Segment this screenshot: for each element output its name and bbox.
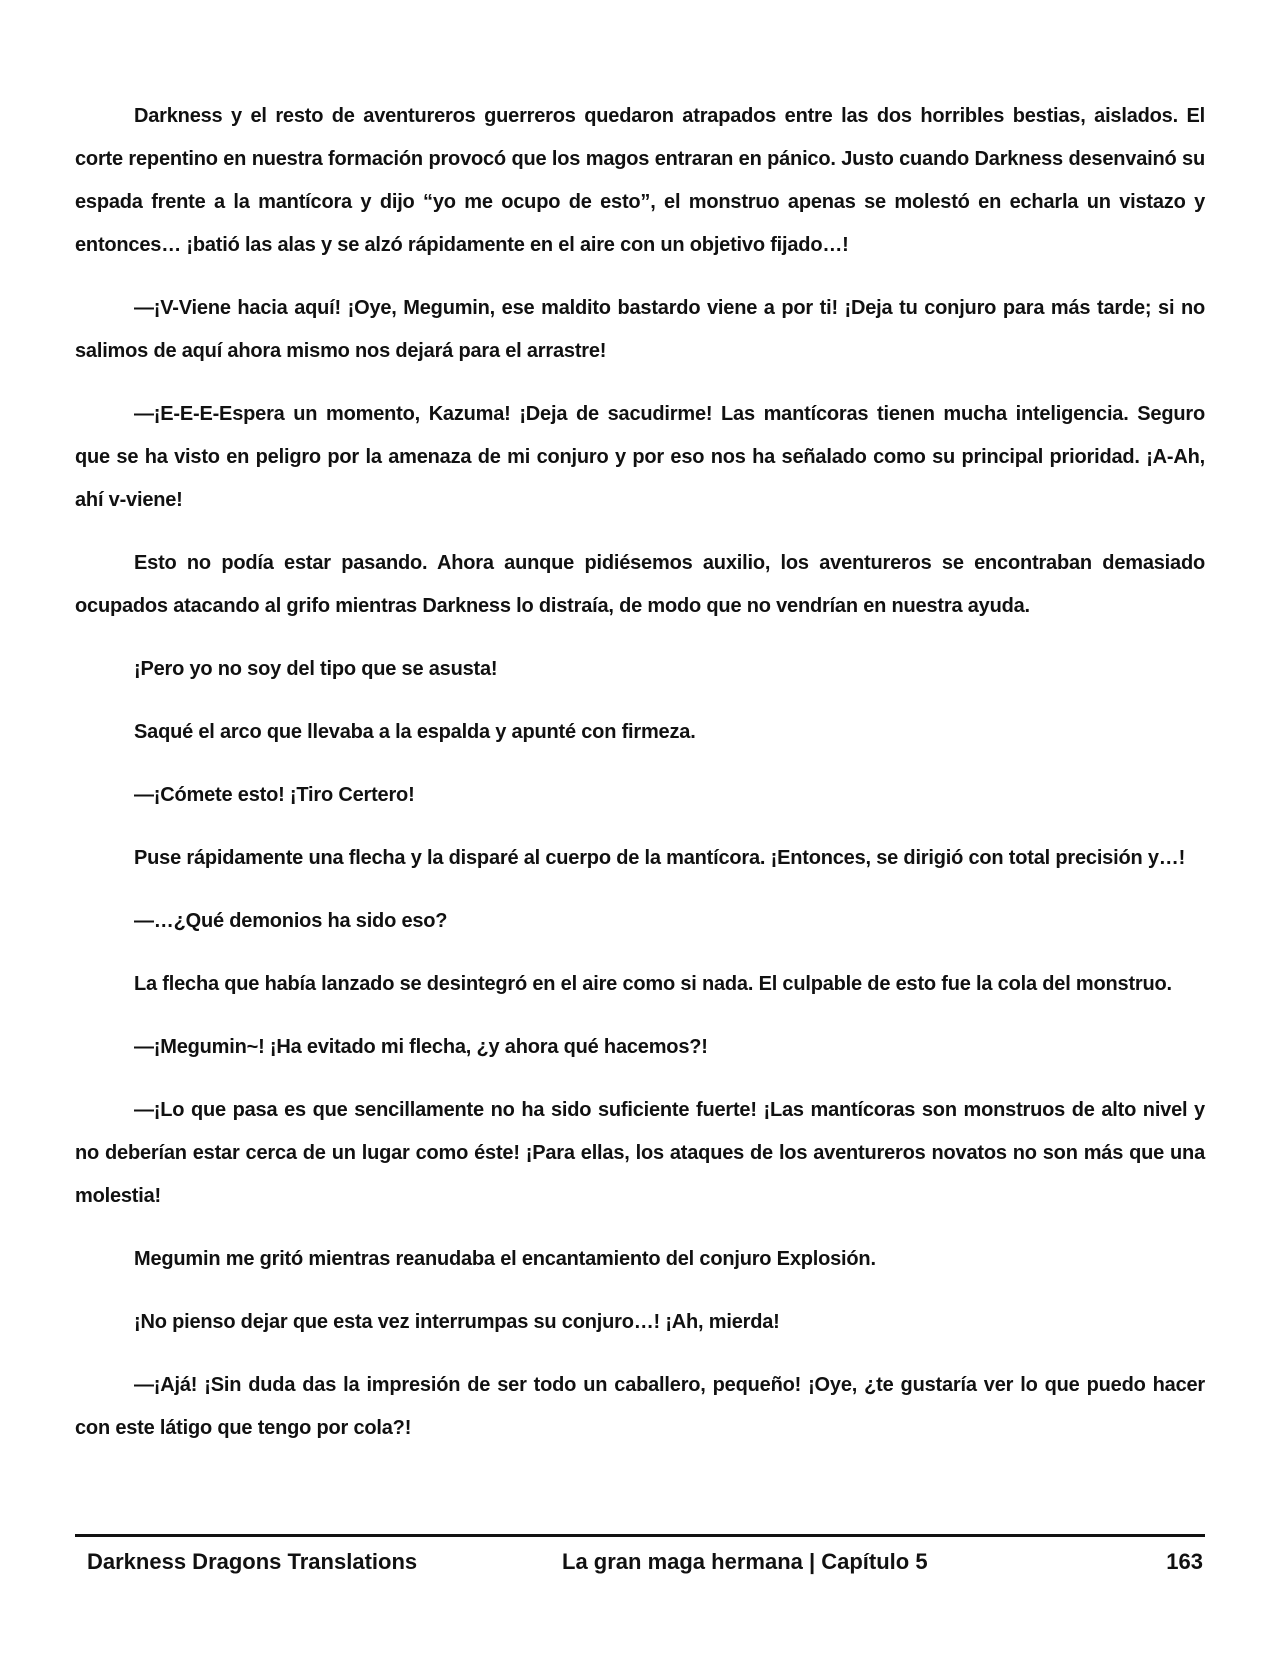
paragraph: Saqué el arco que llevaba a la espalda y apunté con firmeza.: [134, 721, 696, 743]
footer-divider: [75, 1534, 1205, 1537]
paragraph: —…¿Qué demonios ha sido eso?: [134, 910, 448, 932]
paragraph: —¡Ajá! ¡Sin duda das la impresión de ser todo un caballero, pequeño! ¡Oye, ¿te gustaría ver lo que puedo hacer con este látigo que tengo por cola?!: [75, 1374, 1205, 1439]
paragraph: La flecha que había lanzado se desintegró en el aire como si nada. El culpable de esto fue la cola del monstruo.: [134, 973, 1172, 995]
page-footer: [75, 1545, 1205, 1579]
paragraph: —¡V-Viene hacia aquí! ¡Oye, Megumin, ese maldito bastardo viene a por ti! ¡Deja tu conjuro para más tarde; si no salimos de aquí ahora mismo nos dejará para el arrastre!: [75, 297, 1205, 362]
paragraph: ¡No pienso dejar que esta vez interrumpas su conjuro…! ¡Ah, mierda!: [134, 1311, 780, 1333]
paragraph: Megumin me gritó mientras reanudaba el encantamiento del conjuro Explosión.: [134, 1248, 876, 1270]
footer-chapter-title: La gran maga hermana | Capítulo 5: [562, 1549, 928, 1574]
paragraph: Puse rápidamente una flecha y la disparé al cuerpo de la mantícora. ¡Entonces, se dirigió con total precisión y…!: [134, 847, 1186, 869]
paragraph: —¡Lo que pasa es que sencillamente no ha sido suficiente fuerte! ¡Las mantícoras son monstruos de alto nivel y no deberían estar cerca de un lugar como éste! ¡Para ellas, los ataques de los aventureros novatos no son más que una molestia!: [75, 1099, 1205, 1207]
paragraph: Esto no podía estar pasando. Ahora aunque pidiésemos auxilio, los aventureros se encontraban demasiado ocupados atacando al grifo mientras Darkness lo distraía, de modo que no vendrían en nuestra ayuda.: [75, 552, 1205, 617]
paragraph: —¡Megumin~! ¡Ha evitado mi flecha, ¿y ahora qué hacemos?!: [134, 1036, 708, 1058]
footer-translator-credit: Darkness Dragons Translations: [87, 1549, 418, 1574]
paragraph: —¡Cómete esto! ¡Tiro Certero!: [134, 784, 415, 806]
paragraph: Darkness y el resto de aventureros guerreros quedaron atrapados entre las dos horribles bestias, aislados. El corte repentino en nuestra formación provocó que los magos entraran en pánico. Justo cuando Darkness desenvainó su espada frente a la mantícora y dijo “yo me ocupo de esto”, el monstruo apenas se molestó en echarla un vistazo y entonces… ¡batió las alas y se alzó rápidamente en el aire con un objetivo fijado…!: [75, 105, 1205, 256]
paragraph: —¡E-E-E-Espera un momento, Kazuma! ¡Deja de sacudirme! Las mantícoras tienen mucha inteligencia. Seguro que se ha visto en peligro por la amenaza de mi conjuro y por eso nos ha señalado como su principal prioridad. ¡A-Ah, ahí v-viene!: [75, 403, 1205, 511]
footer-page-number: 163: [1166, 1549, 1203, 1574]
body-text: [75, 95, 1205, 1470]
paragraph: ¡Pero yo no soy del tipo que se asusta!: [134, 658, 498, 680]
